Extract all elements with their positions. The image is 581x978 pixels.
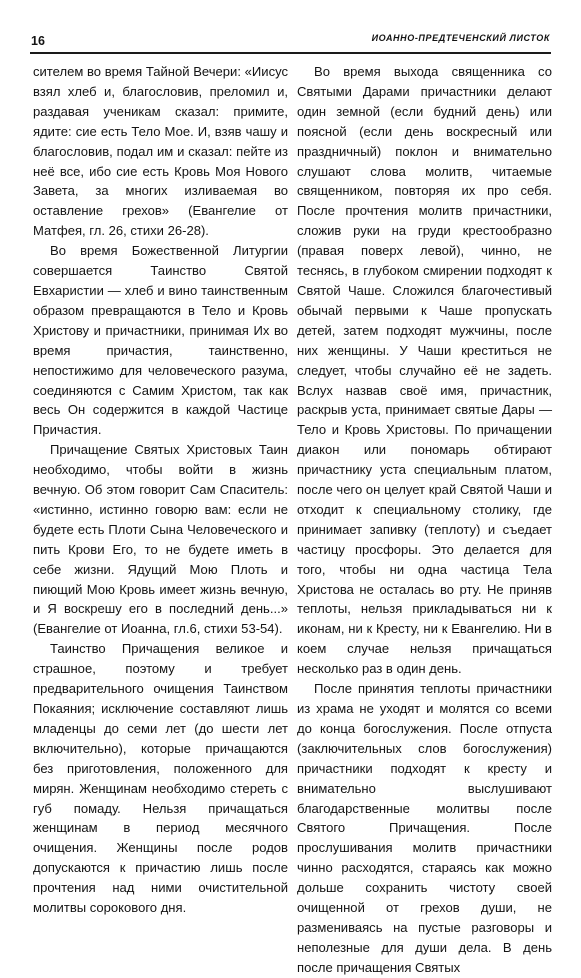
page-number: 16 xyxy=(31,34,45,48)
right-column xyxy=(297,62,552,978)
paragraph: Причащение Святых Христовых Таин необходимо, чтобы войти в жизнь вечную. Об этом говорит Сам Спаситель: «истинно, истинно говорю вам: если не будете есть Плоти Сына Человеческого и пить Крови Его, то не будете иметь в себе жизни. Ядущий Мою Плоть и пиющий Мою Кровь имеет жизнь вечную, и Я воскрешу его в последний день...» (Евангелие от Иоанна, гл.6, стихи 53-54). xyxy=(33,442,288,637)
left-column xyxy=(33,62,288,918)
running-title: ИОАННО-ПРЕДТЕЧЕНСКИЙ ЛИСТОК xyxy=(371,33,550,43)
paragraph: После принятия теплоты причастники из храма не уходят и молятся со всеми до конца богослужения. После отпуста (заключительных слов богослужения) причастники подходят к кресту и внимательно выслушивают благодарственные молитвы после Святого Причащения. После прослушивания молитв причастники чинно расходятся, стараясь как можно дольше сохранить чистоту своей очищенной от грехов души, не размениваясь на пустые разговоры и неполезные для души дела. В день после причащения Святых xyxy=(297,681,552,975)
paragraph: Во время выхода священника со Святыми Дарами причастники делают один земной (если будний день) или поясной (если день воскресный или праздничный) поклон и внимательно слушают слова молитв, читаемые священником, повторяя их про себя. После прочтения молитв причастники, сложив руки на груди крестообразно (правая поверх левой), чинно, не теснясь, в глубоком смирении подходят к Святой Чаше. Сложился благочестивый обычай первыми к Чаше пропускать детей, затем подходят мужчины, после них женщины. У Чаши креститься не следует, чтобы случайно её не задеть. Вслух назвав своё имя, причастник, раскрыв уста, принимает святые Дары — Тело и Кровь Христовы. По причащении диакон или пономарь обтирают причастнику уста специальным платом, после чего он целует край Святой Чаши и отходит к специальному столику, где принимает запивку (теплоту) и съедает частицу просфоры. Это делается для того, чтобы ни одна частица Тела Христова не осталась во рту. Не приняв теплоты, нельзя прикладываться ни к иконам, ни к Кресту, ни к Евангелию. Ни в коем случае нельзя причащаться несколько раз в один день. xyxy=(297,64,552,677)
paragraph: Во время Божественной Литургии совершается Таинство Святой Евхаристии — хлеб и вино таинственным образом превращаются в Тело и Кровь Христову и причастники, принимая Их во время причастия, таинственно, непостижимо для человеческого разума, соединяются с Самим Христом, так как весь Он содержится в каждой Частице Причастия. xyxy=(33,243,288,438)
paragraph: сителем во время Тайной Вечери: «Иисус взял хлеб и, благословив, преломил и, раздавая ученикам сказал: примите, ядите: сие есть Тело Мое. И, взяв чашу и благословив, подал им и сказал: пейте из неё все, ибо сие есть Кровь Моя Нового Завета, за многих изливаемая во оставление грехов» (Евангелие от Матфея, гл. 26, стихи 26-28). xyxy=(33,64,288,239)
paragraph: Таинство Причащения великое и страшное, поэтому и требует предварительного очищения Таинством Покаяния; исключение составляют лишь младенцы до семи лет (до шести лет включительно), которые причащаются без приготовления, положенного для мирян. Женщинам необходимо стереть с губ помаду. Нельзя причащаться женщинам в период месячного очищения. Женщины после родов допускаются к причастию лишь после прочтения над ними очистительной молитвы сорокового дня. xyxy=(33,641,288,916)
header-rule xyxy=(30,52,551,54)
